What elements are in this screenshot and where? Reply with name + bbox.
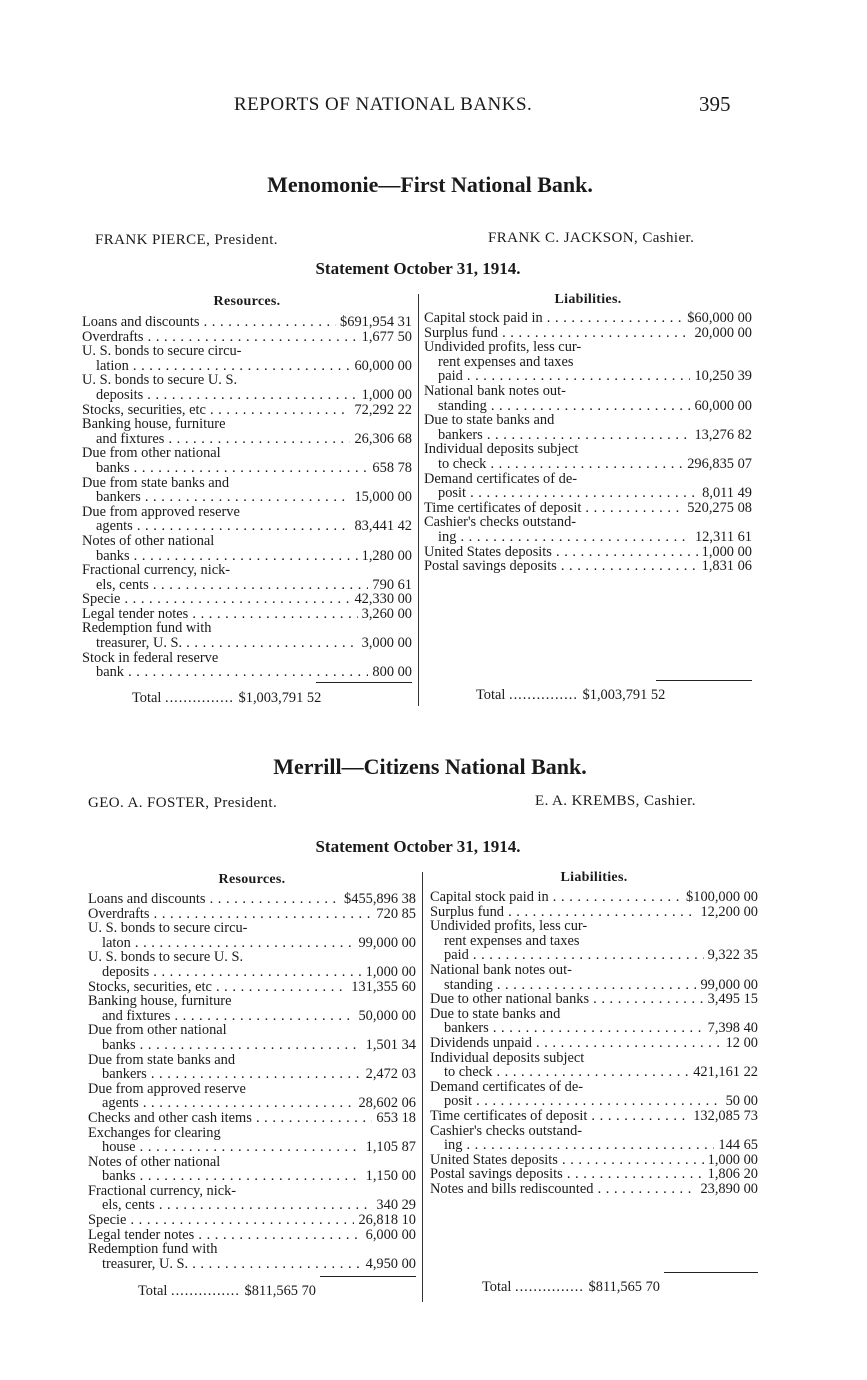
line-item-label: Time certificates of deposit . . . xyxy=(430,1109,758,1124)
line-item-label: U. S. bonds to secure circu- xyxy=(82,344,242,359)
statement-line xyxy=(430,1138,758,1153)
statement-line xyxy=(424,369,752,384)
resources-heading: Resources. xyxy=(218,872,286,887)
line-item-label: to check . . . xyxy=(430,1065,758,1080)
line-item-amount: 28,602 06 xyxy=(354,1096,416,1111)
line-item-amount: 421,161 22 xyxy=(689,1065,758,1080)
statement-line xyxy=(430,992,758,1007)
line-item-amount: 1,677 50 xyxy=(358,330,412,345)
statement-line xyxy=(82,505,412,520)
statement-line xyxy=(424,326,752,341)
statement-line xyxy=(424,428,752,443)
line-item-amount: 23,890 00 xyxy=(696,1182,758,1197)
president-name: GEO. A. FOSTER, President. xyxy=(88,795,278,811)
line-item-label: agents . . . xyxy=(82,519,412,534)
line-item-label: posit . . . xyxy=(430,1094,758,1109)
line-item-label: Undivided profits, less cur- xyxy=(430,919,588,934)
line-item-amount: 13,276 82 xyxy=(690,428,752,443)
line-item-label: Redemption fund with xyxy=(82,621,212,637)
line-item-amount: 10,250 39 xyxy=(690,369,752,384)
cashier-name: FRANK C. JACKSON, Cashier. xyxy=(488,230,695,246)
line-item-amount: 12,311 61 xyxy=(691,530,752,545)
line-item-label: agents . . . xyxy=(88,1096,416,1111)
line-item-amount: 42,330 00 xyxy=(350,592,412,607)
statement-line xyxy=(424,559,752,574)
line-item-label: bankers . . . xyxy=(82,490,412,505)
statement-line xyxy=(424,413,752,428)
line-item-label: banks . . . xyxy=(88,1038,416,1053)
statement-line xyxy=(424,545,752,560)
statement-line xyxy=(88,1023,416,1038)
statement-line xyxy=(88,892,416,907)
statement-line xyxy=(82,490,412,505)
line-item-amount: 144 65 xyxy=(714,1138,758,1153)
statement-line xyxy=(88,1242,416,1257)
statement-line xyxy=(88,1155,416,1170)
line-item-label: standing . . . xyxy=(424,399,752,414)
statement-line xyxy=(88,921,416,936)
total-amount: $811,565 70 xyxy=(588,1279,660,1295)
line-item-amount: 3,495 15 xyxy=(704,992,758,1007)
statement-line xyxy=(430,1094,758,1109)
liabilities-heading: Liabilities. xyxy=(554,292,622,307)
line-item-label: National bank notes out- xyxy=(430,962,572,978)
line-item-label: Individual deposits subject xyxy=(424,442,579,457)
line-item-amount: 1,150 00 xyxy=(362,1169,416,1184)
line-item-label: Legal tender notes . . . xyxy=(88,1228,416,1243)
line-item-label: Surplus fund . . . xyxy=(424,326,752,341)
statement-line xyxy=(88,965,416,980)
statement-line xyxy=(430,934,758,949)
statement-line xyxy=(430,1021,758,1036)
statement-line xyxy=(88,950,416,965)
line-item-label: U. S. bonds to secure U. S. xyxy=(82,373,238,388)
column-divider xyxy=(418,294,419,706)
liabilities-list xyxy=(424,311,752,574)
total-leader: ............... xyxy=(508,687,583,703)
total-rule xyxy=(320,1276,416,1277)
page-number: 395 xyxy=(699,92,731,116)
line-item-label: Redemption fund with xyxy=(88,1242,218,1257)
statement-line xyxy=(82,461,412,476)
statement-line xyxy=(430,1051,758,1066)
line-item-label: banks . . . xyxy=(82,461,412,476)
line-item-amount: 1,000 00 xyxy=(698,545,752,560)
line-item-label: paid . . . xyxy=(430,948,758,963)
line-item-amount: 12,200 00 xyxy=(696,905,758,920)
resources-total xyxy=(132,690,321,707)
statement-line xyxy=(430,1065,758,1080)
line-item-label: Due from approved reserve xyxy=(82,504,240,520)
line-item-label: Surplus fund . . . xyxy=(430,905,758,920)
line-item-label: Fractional currency, nick- xyxy=(88,1183,237,1199)
line-item-label: house . . . xyxy=(88,1140,416,1155)
line-item-label: Stock in federal reserve xyxy=(82,650,219,666)
statement-line xyxy=(88,907,416,922)
line-item-amount: 1,280 00 xyxy=(358,549,412,564)
statement-line xyxy=(424,384,752,399)
line-item-label: Individual deposits subject xyxy=(430,1050,585,1066)
statement-line xyxy=(88,1140,416,1155)
statement-line xyxy=(430,905,758,920)
statement-title: Statement October 31, 1914. xyxy=(315,259,521,278)
statement-line xyxy=(82,549,412,564)
line-item-amount: 50 00 xyxy=(722,1094,758,1109)
resources-list xyxy=(82,315,412,680)
statement-line xyxy=(82,446,412,461)
line-item-label: bankers . . . xyxy=(430,1021,758,1036)
line-item-amount: 132,085 73 xyxy=(689,1109,758,1124)
total-amount: $811,565 70 xyxy=(244,1283,316,1299)
line-item-amount: 1,501 34 xyxy=(362,1038,416,1053)
line-item-label: els, cents . . . xyxy=(88,1198,416,1213)
line-item-amount: 20,000 00 xyxy=(690,326,752,341)
line-item-label: bankers . . . xyxy=(88,1067,416,1082)
line-item-label: lation . . . xyxy=(82,359,412,374)
line-item-label: United States deposits . . . xyxy=(424,545,752,560)
statement-line xyxy=(88,1111,416,1126)
statement-line xyxy=(424,515,752,530)
line-item-label: Postal savings deposits . . . xyxy=(424,559,752,574)
line-item-amount: 131,355 60 xyxy=(347,980,416,995)
line-item-label: Stocks, securities, etc . . . xyxy=(88,980,416,995)
line-item-label: posit . . . xyxy=(424,486,752,501)
line-item-amount: 9,322 35 xyxy=(704,948,758,963)
line-item-label: Stocks, securities, etc . . . xyxy=(82,403,412,418)
line-item-amount: 60,000 00 xyxy=(690,399,752,414)
line-item-amount: 3,260 00 xyxy=(358,607,412,622)
line-item-label: United States deposits . . . xyxy=(430,1153,758,1168)
statement-line xyxy=(82,519,412,534)
line-item-label: Cashier's checks outstand- xyxy=(424,515,577,530)
line-item-label: Due from state banks and xyxy=(88,1052,236,1068)
line-item-amount: 83,441 42 xyxy=(350,519,412,534)
statement-line xyxy=(424,486,752,501)
statement-line xyxy=(82,578,412,593)
statement-line xyxy=(82,607,412,622)
line-item-amount: 50,000 00 xyxy=(354,1009,416,1024)
line-item-amount: 520,275 08 xyxy=(683,501,752,516)
statement-line xyxy=(430,1080,758,1095)
line-item-label: Demand certificates of de- xyxy=(424,471,578,487)
statement-line xyxy=(424,355,752,370)
line-item-label: bankers . . . xyxy=(424,428,752,443)
line-item-label: Demand certificates of de- xyxy=(430,1079,584,1095)
line-item-label: deposits . . . xyxy=(82,388,412,403)
total-label: Total xyxy=(476,687,506,703)
liabilities-heading: Liabilities. xyxy=(560,870,628,885)
line-item-amount: 658 78 xyxy=(368,461,412,476)
line-item-label: and fixtures . . . xyxy=(88,1009,416,1024)
statement-line xyxy=(82,315,412,330)
statement-line xyxy=(82,403,412,418)
statement-line xyxy=(88,1082,416,1097)
statement-line xyxy=(424,311,752,326)
statement-line xyxy=(430,919,758,934)
line-item-label: Cashier's checks outstand- xyxy=(430,1123,583,1139)
statement-line xyxy=(88,994,416,1009)
bank-name: Merrill—Citizens National Bank. xyxy=(273,754,587,779)
line-item-amount: 7,398 40 xyxy=(704,1021,758,1036)
line-item-label: laton . . . xyxy=(88,936,416,951)
statement-line xyxy=(88,1184,416,1199)
line-item-label: to check . . . xyxy=(424,457,752,472)
statement-line xyxy=(424,530,752,545)
statement-line xyxy=(82,344,412,359)
total-amount: $1,003,791 52 xyxy=(582,687,666,703)
line-item-label: standing . . . xyxy=(430,978,758,993)
total-label: Total xyxy=(132,690,162,706)
line-item-amount: 99,000 00 xyxy=(354,936,416,951)
line-item-label: paid . . . xyxy=(424,369,752,384)
line-item-amount: 1,000 00 xyxy=(362,965,416,980)
statement-title: Statement October 31, 1914. xyxy=(315,837,521,856)
liabilities-list xyxy=(430,890,758,1196)
statement-line xyxy=(88,1096,416,1111)
line-item-amount: 26,818 10 xyxy=(354,1213,416,1228)
line-item-amount: 1,000 00 xyxy=(358,388,412,403)
line-item-label: Due from approved reserve xyxy=(88,1081,246,1097)
line-item-label: U. S. bonds to secure U. S. xyxy=(88,950,244,965)
line-item-label: Specie . . . xyxy=(82,592,412,607)
statement-line xyxy=(424,501,752,516)
line-item-amount: 72,292 22 xyxy=(350,403,412,418)
line-item-amount: $100,000 00 xyxy=(682,890,758,905)
line-item-label: Time certificates of deposit . . . xyxy=(424,501,752,516)
line-item-label: Notes of other national xyxy=(82,533,215,549)
line-item-label: Exchanges for clearing xyxy=(88,1125,221,1141)
line-item-amount: 1,831 06 xyxy=(698,559,752,574)
statement-line xyxy=(424,472,752,487)
statement-line xyxy=(430,963,758,978)
statement-line xyxy=(424,442,752,457)
line-item-label: Due to state banks and xyxy=(430,1006,561,1022)
line-item-amount: 3,000 00 xyxy=(358,636,412,651)
statement-line xyxy=(82,651,412,666)
line-item-amount: 60,000 00 xyxy=(350,359,412,374)
line-item-label: Capital stock paid in . . . xyxy=(430,890,758,905)
line-item-label: Specie . . . xyxy=(88,1213,416,1228)
line-item-label: Dividends unpaid . . . xyxy=(430,1036,758,1051)
line-item-amount: 1,000 00 xyxy=(704,1153,758,1168)
statement-line xyxy=(430,1167,758,1182)
statement-line xyxy=(430,1109,758,1124)
line-item-label: Due from other national xyxy=(82,446,221,461)
line-item-amount: 296,835 07 xyxy=(683,457,752,472)
total-leader: ............... xyxy=(170,1283,245,1299)
statement-line xyxy=(88,1198,416,1213)
statement-line xyxy=(424,340,752,355)
line-item-label: Due from state banks and xyxy=(82,475,230,491)
line-item-amount: 720 85 xyxy=(372,907,416,922)
line-item-label: banks . . . xyxy=(88,1169,416,1184)
line-item-label: treasurer, U. S. . . . xyxy=(82,636,412,651)
line-item-amount: 1,806 20 xyxy=(704,1167,758,1182)
total-rule xyxy=(316,682,412,683)
line-item-label: Postal savings deposits . . . xyxy=(430,1167,758,1182)
liabilities-total xyxy=(476,687,665,704)
statement-line xyxy=(430,1007,758,1022)
line-item-amount: 15,000 00 xyxy=(350,490,412,505)
statement-line xyxy=(82,592,412,607)
statement-line xyxy=(88,1009,416,1024)
statement-line xyxy=(82,359,412,374)
statement-line xyxy=(88,1053,416,1068)
statement-line xyxy=(82,636,412,651)
president-name: FRANK PIERCE, President. xyxy=(95,232,278,248)
statement-line xyxy=(82,476,412,491)
line-item-label: Due to other national banks . . . xyxy=(430,992,758,1007)
liabilities-total xyxy=(482,1279,660,1296)
resources-heading: Resources. xyxy=(213,294,281,309)
line-item-label: Fractional currency, nick- xyxy=(82,563,231,578)
line-item-label: Capital stock paid in . . . xyxy=(424,311,752,326)
line-item-label: Loans and discounts . . . xyxy=(82,315,412,330)
statement-line xyxy=(88,980,416,995)
statement-line xyxy=(82,432,412,447)
line-item-label: rent expenses and taxes xyxy=(444,933,580,949)
line-item-label: Notes and bills rediscounted . . . xyxy=(430,1182,758,1197)
statement-line xyxy=(430,890,758,905)
statement-line xyxy=(430,1153,758,1168)
statement-line xyxy=(88,1257,416,1272)
statement-line xyxy=(82,665,412,680)
total-label: Total xyxy=(138,1283,168,1299)
line-item-label: Overdrafts . . . xyxy=(82,330,412,345)
line-item-label: Banking house, furniture xyxy=(82,417,226,432)
resources-list xyxy=(88,892,416,1271)
statement-line xyxy=(82,388,412,403)
line-item-label: Banking house, furniture xyxy=(88,994,232,1009)
line-item-amount: 340 29 xyxy=(372,1198,416,1213)
statement-line xyxy=(88,1213,416,1228)
total-rule xyxy=(664,1272,758,1273)
statement-line xyxy=(82,373,412,388)
line-item-amount: 790 61 xyxy=(368,578,412,593)
line-item-amount: $60,000 00 xyxy=(683,311,752,326)
statement-line xyxy=(430,1182,758,1197)
resources-total xyxy=(138,1283,316,1300)
statement-line xyxy=(430,1124,758,1139)
statement-line xyxy=(88,1038,416,1053)
statement-line xyxy=(430,948,758,963)
line-item-label: Overdrafts . . . xyxy=(88,907,416,922)
cashier-name: E. A. KREMBS, Cashier. xyxy=(535,793,696,809)
line-item-label: U. S. bonds to secure circu- xyxy=(88,921,248,936)
running-head xyxy=(0,94,867,120)
line-item-label: treasurer, U. S. . . . xyxy=(88,1257,416,1272)
statement-line xyxy=(88,936,416,951)
line-item-amount: 1,105 87 xyxy=(362,1140,416,1155)
line-item-amount: 6,000 00 xyxy=(362,1228,416,1243)
line-item-amount: 4,950 00 xyxy=(362,1257,416,1272)
statement-line xyxy=(424,399,752,414)
total-leader: ............... xyxy=(164,690,239,706)
statement-line xyxy=(88,1169,416,1184)
total-leader: ............... xyxy=(514,1279,589,1295)
line-item-label: and fixtures . . . xyxy=(82,432,412,447)
bank-name: Menomonie—First National Bank. xyxy=(267,172,593,197)
line-item-label: ing . . . xyxy=(424,530,752,545)
statement-line xyxy=(88,1228,416,1243)
line-item-label: els, cents . . . xyxy=(82,578,412,593)
statement-line xyxy=(424,457,752,472)
column-divider xyxy=(422,872,423,1302)
line-item-amount: 800 00 xyxy=(368,665,412,680)
statement-line xyxy=(82,621,412,636)
line-item-label: bank . . . xyxy=(82,665,412,680)
total-amount: $1,003,791 52 xyxy=(238,690,322,706)
total-rule xyxy=(656,680,752,681)
line-item-amount: 8,011 49 xyxy=(698,486,752,501)
line-item-label: Checks and other cash items . . . xyxy=(88,1111,416,1126)
statement-line xyxy=(430,978,758,993)
line-item-amount: 2,472 03 xyxy=(362,1067,416,1082)
running-title: REPORTS OF NATIONAL BANKS. xyxy=(234,94,533,115)
statement-line xyxy=(82,563,412,578)
line-item-label: banks . . . xyxy=(82,549,412,564)
line-item-amount: 12 00 xyxy=(722,1036,758,1051)
statement-line xyxy=(430,1036,758,1051)
line-item-label: deposits . . . xyxy=(88,965,416,980)
line-item-label: ing . . . xyxy=(430,1138,758,1153)
line-item-label: Due to state banks and xyxy=(424,413,555,428)
statement-line xyxy=(82,417,412,432)
statement-line xyxy=(88,1067,416,1082)
statement-line xyxy=(82,534,412,549)
line-item-amount: $691,954 31 xyxy=(336,315,412,330)
line-item-label: Notes of other national xyxy=(88,1154,221,1170)
total-label: Total xyxy=(482,1279,512,1295)
statement-line xyxy=(82,330,412,345)
statement-line xyxy=(88,1126,416,1141)
line-item-label: Loans and discounts . . . xyxy=(88,892,416,907)
line-item-amount: $455,896 38 xyxy=(340,892,416,907)
line-item-label: rent expenses and taxes xyxy=(438,354,574,370)
line-item-label: Due from other national xyxy=(88,1023,227,1038)
line-item-amount: 653 18 xyxy=(372,1111,416,1126)
line-item-amount: 99,000 00 xyxy=(696,978,758,993)
line-item-label: National bank notes out- xyxy=(424,383,566,399)
line-item-label: Legal tender notes . . . xyxy=(82,607,412,622)
line-item-label: Undivided profits, less cur- xyxy=(424,340,582,355)
line-item-amount: 26,306 68 xyxy=(350,432,412,447)
